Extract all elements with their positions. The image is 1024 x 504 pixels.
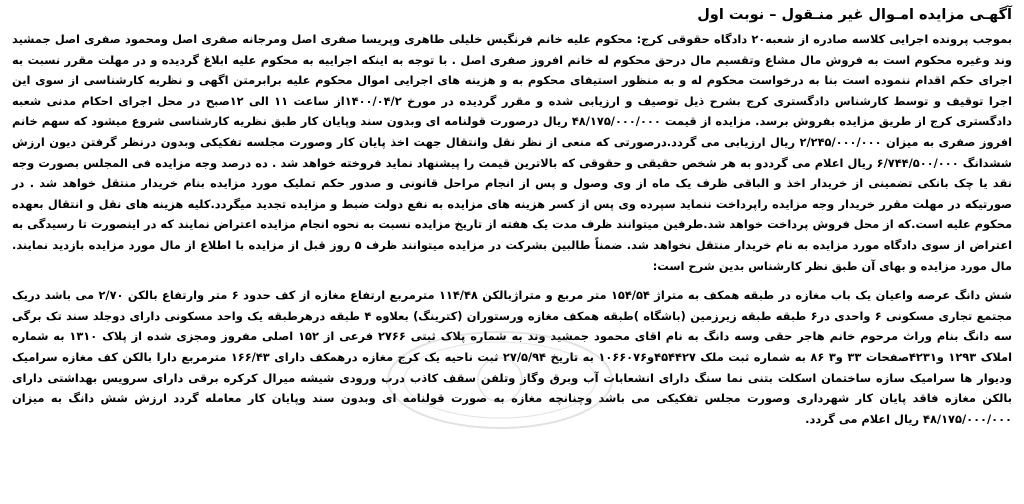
notice-title: آگهـی مزایده امـوال غیر منـقول – نوبت اول <box>697 7 1012 23</box>
notice-body-paragraph: بموجب پرونده اجرایی کلاسه صادره از شعبه۲۰ دادگاه حقوقی کرج: محکوم علیه خانم فرنگیس خلیلی طاهری وپریسا صفری اصل ومرجانه صفری اصل ومحمود صفری اصل جمشید وند وغیره محکوم است به فروش مال مشاع وتقسیم مال درحق محکوم له خانم افروز صفری اصل . با توجه به اینکه اجراییه به محکوم علیه ابلاغ گردیده و در مهلت مقرر نسبت به اجرای حکم اقدام ننموده است بنا به درخواست محکوم له و به منظور استیفای محکوم به و هزینه های اجرایی اموال محکوم علیه برابرمتن اگهی و نظریه کارشناسی از سوی این اجرا توقیف و توسط کارشناس دادگستری کرج بشرح ذیل توصیف و ارزیابی شده و مقرر گردیده در مورخ ۱۴۰۰/۰۴/۲از ساعت ۱۱ الی ۱۲صبح در محل اجرای احکام مدنی شعبه دادگستری کرج از طریق مزایده بفروش برسد. مزایده از قیمت ۴۸/۱۷۵/۰۰۰/۰۰۰ ریال درصورت قولنامه ای وبدون سند وپایان کار طبق نظریه کارشناسی شروع میشود که سهم خانم افروز صفری به میزان ۲/۲۴۵/۰۰۰/۰۰۰ ریال ارزیابی می گردد.درصورتی که منعی از نظر نقل وانتقال جهت اخذ پایان کار وصورت مجلسه تفکیکی وبدون درنظر گرفتن دیون ارزش ششدانگ ۶/۷۴۴/۵۰۰/۰۰۰ ریال اعلام می گرددو به هر شخص حقیقی و حقوقی که بالاترین قیمت را پیشنهاد نماید فروخته خواهد شد . ده درصد وجه مزایده فی المجلس بصورت وجه نقد یا چک بانکی تضمینی از خریدار اخذ و الباقی ظرف یک ماه از وی وصول و پس از انجام مراحل قانونی و صدور حکم تملیک مورد مزایده بنام خریدار منتقل خواهد شد . در صورتیکه در مهلت مقرر خریدار وجه مزایده راپرداخت ننماید سپرده وی پس از کسر هزینه های مزایده به نفع دولت ضبط و مزایده تجدید میگردد.کلیه هزینه های نقل و انتقال بعهده محکوم علیه است.که از محل فروش پرداخت خواهد شد.طرفین میتوانند ظرف مدت یک هفته از تاریخ مزایده نسبت به نحوه انجام مزایده اعتراض نمایند که در اینصورت تا رسیدگی به اعتراض از سوی دادگاه مورد مزایده به نام خریدار منتقل نخواهد شد. ضمناً طالبین بشرکت در مزایده میتوانند ظرف ۵ روز قبل از مزایده با اطلاع از مال مورد مزایده بازدید نمایند. مال مورد مزایده و بهای آن طبق نظر کارشناس بدین شرح است: <box>12 32 1013 273</box>
property-description-paragraph: شش دانگ عرصه واعیان یک باب مغازه در طبقه همکف به متراژ ۱۵۴/۵۴ متر مربع و متراژبالکن ۱۱۴/۴۸ مترمربع ارتفاع مغازه از کف حدود ۶ متر وارتفاع بالکن ۲/۷۰ می باشد دریک مجتمع تجاری مسکونی ۶ واحدی در۶ طبقه طبقه زیرزمین (باشگاه )طبقه همکف مغازه ورستوران (کترینگ) بعلاوه ۴ طبقه درهرطبقه یک واحد مسکونی دارای دوجلد سند تک برگی سه دانگ بنام وراث مرحوم خانم هاجر حقی وسه دانگ به نام اقای محمود جمشید وند به شماره پلاک ثبتی ۲۷۶۶ فرعی از ۱۵۲ اصلی مفروز ومجزی شده از پلاک ۱۳۱۰ به شماره املاک ۱۲۹۳ و۴۲۳۱صفحات ۳۳ و۳ ۸۶ به شماره ثبت ملک ۴۵۴۴۲۷و۱۰۶۶۰۷۶ به تاریخ ۲۷/۵/۹۴ ثبت ناحیه یک کرج مغازه درهمکف دارای ۱۶۶/۴۳ مترمربع دارا بالکن کف مغازه سرامیک ودیوار ها سرامیک سازه ساختمان اسکلت بتنی نما سنگ دارای انشعابات آب وبرق وگاز وتلفن سقف کاذب درب ورودی شیشه میرال کرکره برقی دارای سرویس بهداشتی دارای بالکن مغازه فاقد پایان کار شهرداری وصورت مجلس تفکیکی می باشد وچنانچه مغازه به صورت قولنامه ای وبدون سند وپایان کار معامله گردد ارزش شش دانگ به میزان ۴۸/۱۷۵/۰۰۰/۰۰۰ ریال اعلام می گردد. <box>12 288 1013 426</box>
